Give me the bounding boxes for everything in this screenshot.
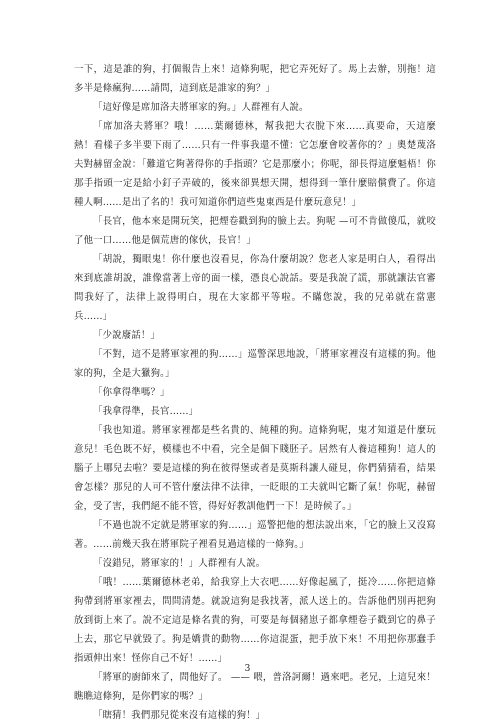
paragraph: 「少說廢話！」	[93, 330, 161, 341]
paragraph: 「將軍的廚師來了，問他好了。 —— 喂，普洛訶爾！過來吧。老兄，上這兒來！瞧瞧這條狗，是你們家的嗎？」	[74, 672, 436, 702]
paragraph: 「席加洛夫將軍？哦！……葉爾德林，幫我把大衣脫下來……真要命，天這麼熱！看樣子多半要下雨了……只有一件事我還不懂：它怎麼會咬著你的？」奧楚蔑洛夫對赫留金說：「難道它夠著得你的手指頭？它是那麼小；你呢，卻長得這麼魁梧！你那手指頭一定是給小釘子弄破的，後來卻異想天開，想得到一筆什麼賠償費了。你這種人啊……是出了名的！我可知道你們這些鬼東西是什麼玩意兒！」	[74, 121, 436, 208]
paragraph: 「不過也說不定就是將軍家的狗……」巡警把他的想法說出來，「它的臉上又沒寫著。……前幾天我在將軍院子裡看見過這樣的一條狗。」	[74, 520, 436, 550]
body-text	[74, 60, 436, 725]
paragraph: 「這好像是席加洛夫將軍家的狗。」人群裡有人說。	[93, 102, 309, 113]
paragraph: 「我也知道。將軍家裡都是些名貴的、純種的狗。這條狗呢，鬼才知道是什麼玩意兒！毛色既不好，模樣也不中看，完全是個下賤胚子。居然有人養這種狗！這人的腦子上哪兒去啦？要是這樣的狗在彼得堡或者是莫斯科讓人碰見，你們猜猜看，結果會怎樣？那兒的人可不管什麼法律不法律，一眨眼的工夫就叫它斷了氣！你呢，赫留金，受了害，我們絕不能不管，得好好教訓他們一下！是時候了。」	[74, 425, 436, 512]
paragraph: 「你拿得準嗎？」	[93, 387, 170, 398]
paragraph: 「不對，這不是將軍家裡的狗……」巡警深思地說，「將軍家裡沒有這樣的狗。他家的狗，全是大獵狗。」	[74, 349, 436, 379]
paragraph: 「胡說，獨眼鬼！你什麼也沒看見，你為什麼胡說？您老人家是明白人，看得出來到底誰胡說，誰像當著上帝的面一樣，憑良心說話。要是我說了謊，那就讓法官審問我好了，法律上說得明白，現在大家都平等啦。不瞞您說，我的兄弟就在當憲兵……」	[74, 254, 436, 322]
page-number: 3	[244, 664, 251, 674]
paragraph: 「哦！……葉爾德林老弟，給我穿上大衣吧……好像起風了，挺冷……你把這條狗帶到將軍家裡去，問問清楚。就說這狗是我找著，派人送上的。告訴他們別再把狗放到街上來了。說不定這是條名貴的狗，可要是每個豬崽子都拿煙卷子戳到它的鼻子上去，那它早就毀了。狗是嬌貴的動物……你這混蛋，把手放下來！不用把你那蠢手指頭伸出來！怪你自己不好！……」	[74, 577, 436, 664]
paragraph: 「長官，他本來是開玩笑，把煙卷戳到狗的臉上去。狗呢 —可不肯做傻瓜，就咬了他一口……他是個荒唐的傢伙，長官！」	[74, 216, 436, 246]
paragraph: 一下，這是誰的狗，打個報告上來！這條狗呢，把它弄死好了。馬上去辦，別拖！這多半是條瘋狗……請問，這到底是誰家的狗？」	[74, 64, 436, 94]
paragraph: 「瞎猜！我們那兒從來沒有這樣的狗！」	[93, 710, 266, 721]
paragraph: 「沒錯兒，將軍家的！」人群裡有人說。	[93, 558, 266, 569]
paragraph: 「我拿得準，長官……」	[93, 406, 199, 417]
